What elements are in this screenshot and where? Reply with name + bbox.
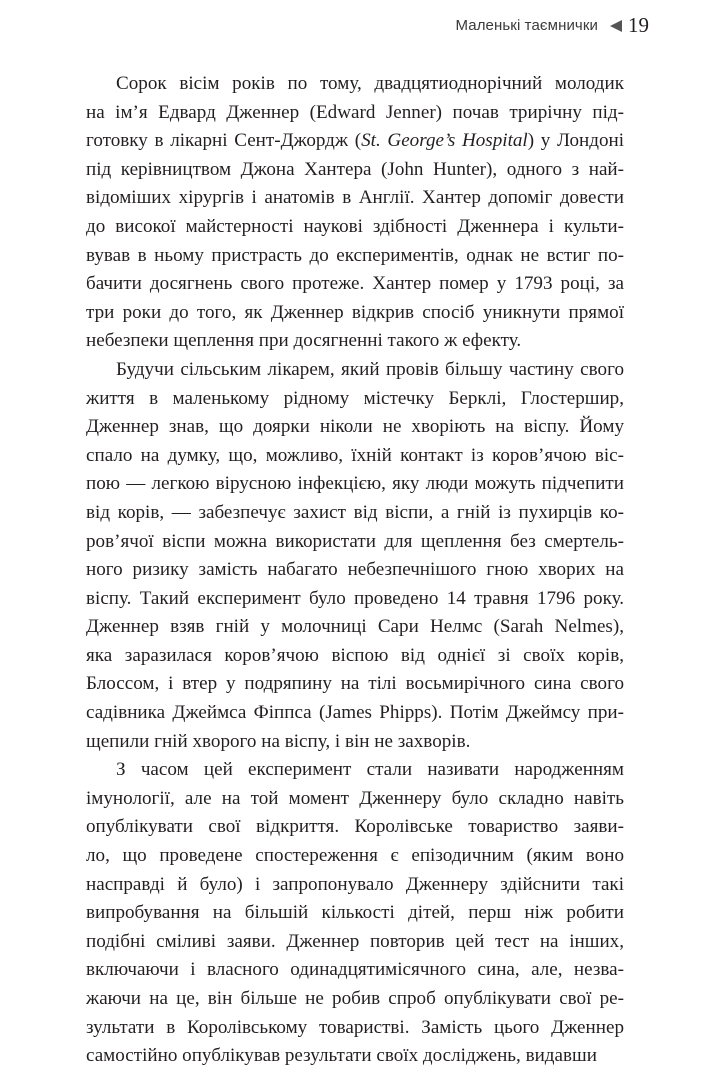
text-line: спало на думку, що, можливо, їхній контакт із коров’ячою віс- [86,444,624,466]
text-line: відоміших хірургів і анатомів в Англії. Хантер допоміг довести [86,187,624,209]
text-line: Будучи сільським лікарем, який провів більшу частину свого [116,358,624,380]
page-number: 19 [628,13,649,37]
text-line: подібні сміливі заяви. Дженнер повторив цей тест на інших, [86,930,624,952]
text-line: Дженнер знав, що доярки ніколи не хворіють на віспу. Йому [86,416,624,438]
text-line [86,127,624,156]
text-line: жаючи на це, він більше не робив спроб опублікувати свої ре- [86,988,624,1009]
text-line: вував в ньому пристрасть до експериментів, однак не встиг по- [86,244,624,266]
body-text [86,70,624,1071]
text-line: яка заразилася коров’ячою віспою від однієї зі своїх корів, [86,644,624,666]
text-line: від корів, — забезпечує захист від віспи, а гній із пухирців ко- [86,501,624,523]
paragraph [86,70,624,356]
text-line: ров’ячої віспи можна використати для щеплення без смертель- [86,530,624,552]
text-line: до високої майстерності наукові здібності Дженнера і культи- [86,215,624,237]
text-line: зультати в Королівському товаристві. Замість цього Дженнер [86,1016,624,1038]
text-line: випробування на більшій кількості дітей, перш ніж робити [86,902,624,924]
text-line: самостійно опублікував результати своїх досліджень, видавши [86,1045,597,1067]
text-line: три роки до того, як Дженнер відкрив спосіб уникнути прямої [86,301,624,323]
text-line: включаючи і власного одинадцятимісячного сина, але, незва- [86,959,624,981]
text-line: Блоссом, і втер у подряпину на тілі восьмирічного сина свого [86,673,624,695]
text-line: опублікувати свої відкриття. Королівське товариство заяви- [86,816,624,838]
paragraph [86,356,624,756]
text-line: ного ризику замість набагато небезпечнішого гною хворих на [86,559,624,581]
text-line: щепили гній хворого на віспу, і він не захворів. [86,730,471,752]
text-segment: ) у Лондоні [527,130,625,152]
italic-segment: St. George’s Hospital [361,130,528,152]
text-line: садівника Джеймса Фіппса (James Phipps). Потім Джеймсу при- [86,702,624,724]
text-segment: готовку в лікарні Сент-Джордж ( [86,130,362,152]
text-line: Дженнер взяв гній у молочниці Сари Нелмс (Sarah Nelmes), [86,616,624,638]
text-line: життя в маленькому рідному містечку Берклі, Глостершир, [86,387,624,409]
text-line: З часом цей експеримент стали називати народженням [116,759,624,781]
text-line: Сорок вісім років по тому, двадцятиоднорічний молодик [116,73,624,94]
text-line: насправді й було) і запропонувало Дженнеру здійснити такі [86,873,624,895]
running-head [456,17,623,34]
text-line: під керівництвом Джона Хантера (John Hunter), одного з най- [86,158,624,180]
left-triangle-icon [610,20,622,32]
text-line: небезпеки щеплення при досягненні такого ж ефекту. [86,330,522,352]
paragraph [86,756,624,1071]
text-line: імунології, але на той момент Дженнеру було складно навіть [86,787,624,809]
text-line: на ім’я Едвард Дженнер (Edward Jenner) почав трирічну під- [86,101,624,123]
text-line: віспу. Такий експеримент було проведено 14 травня 1796 року. [86,587,624,609]
text-line: ло, що проведене спостереження є епізодичним (яким воно [86,845,624,867]
text-line: пою — легкою вірусною інфекцією, яку люди можуть підчепити [86,473,624,495]
text-line: бачити досягнень свого протеже. Хантер помер у 1793 році, за [86,273,624,295]
running-title: Маленькі таємнички [455,17,598,34]
